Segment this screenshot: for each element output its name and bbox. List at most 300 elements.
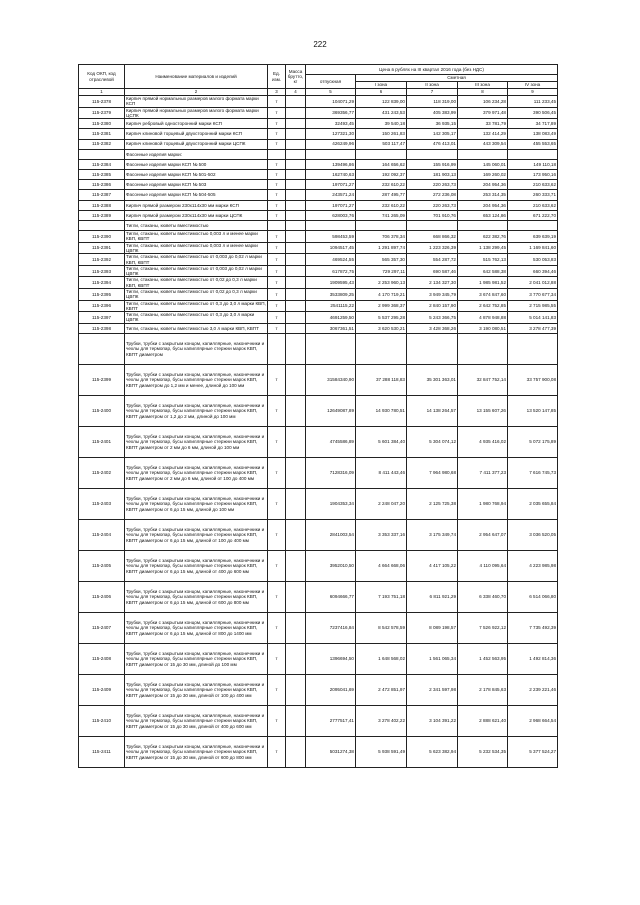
row-price-zone-2: 3 428 368,26 <box>407 323 458 333</box>
row-unit: т <box>268 129 286 139</box>
table-row <box>79 190 558 200</box>
row-price-release: 162740,63 <box>306 170 356 180</box>
row-code <box>79 221 125 231</box>
row-price-zone-4: 149 110,18 <box>508 159 558 169</box>
row-price-zone-1: 2 999 368,37 <box>356 300 407 312</box>
row-price-release: 617872,75 <box>306 265 356 277</box>
row-price-zone-1: 1 648 568,02 <box>356 643 407 674</box>
row-price-release <box>306 333 356 364</box>
row-name: Фасонные изделия марки КСП № 504-505 <box>125 190 268 200</box>
row-name: Трубки, трубки с закрытым концом, капиллярные, наконечники и чехлы для термопар, бусы капиллярные стержни марок КВП, КВПТ диаметром от 6 до 15 мм, длиной от 800 до 1400 мм <box>125 612 268 643</box>
row-price-zone-2: 668 866,32 <box>407 231 458 243</box>
row-price-zone-3: 13 155 607,26 <box>458 395 508 426</box>
row-unit: т <box>268 139 286 149</box>
row-mass <box>286 289 306 301</box>
row-price-release: 127321,30 <box>306 129 356 139</box>
row-price-zone-1: 2 248 047,20 <box>356 488 407 519</box>
row-unit: т <box>268 312 286 324</box>
row-unit: т <box>268 395 286 426</box>
row-name: Трубки, трубки с закрытым концом, капиллярные, наконечники и чехлы для термопар, бусы капиллярные стержни марок КВП, КВПТ диаметром от 6 до 15 мм, длиной до 100 мм <box>125 488 268 519</box>
row-price-release: 7237416,84 <box>306 612 356 643</box>
row-code: 115-2393 <box>79 265 125 277</box>
row-price-zone-2: 220 263,73 <box>407 180 458 190</box>
row-price-zone-2: 2 840 157,90 <box>407 300 458 312</box>
row-price-zone-1: 8 542 578,59 <box>356 612 407 643</box>
table-section-row <box>79 149 558 159</box>
row-code: 115-2384 <box>79 159 125 169</box>
row-mass <box>286 488 306 519</box>
row-mass <box>286 107 306 119</box>
row-price-zone-2: 35 301 363,01 <box>407 364 458 395</box>
row-price-zone-3: 653 124,86 <box>458 210 508 220</box>
header-zone-4: IV зона <box>508 82 558 89</box>
row-code: 115-2390 <box>79 231 125 243</box>
table-row <box>79 129 558 139</box>
row-price-zone-3: 7 411 377,23 <box>458 457 508 488</box>
row-unit <box>268 333 286 364</box>
row-code: 115-2379 <box>79 107 125 119</box>
row-code: 115-2381 <box>79 129 125 139</box>
row-price-zone-3 <box>458 333 508 364</box>
row-price-release: 243571,24 <box>306 190 356 200</box>
row-mass <box>286 426 306 457</box>
row-name: Фасонные изделия марки: <box>125 149 268 159</box>
row-code: 115-2402 <box>79 457 125 488</box>
row-price-release: 4691259,50 <box>306 312 356 324</box>
row-unit: т <box>268 231 286 243</box>
row-price-zone-3: 5 232 534,35 <box>458 736 508 767</box>
row-price-zone-2 <box>407 333 458 364</box>
row-price-zone-3: 204 954,36 <box>458 180 508 190</box>
row-price-zone-4: 138 083,49 <box>508 129 558 139</box>
row-price-release: 1396694,50 <box>306 643 356 674</box>
row-unit: т <box>268 242 286 254</box>
table-row <box>79 312 558 324</box>
column-index: 4 <box>286 89 306 96</box>
row-unit: т <box>268 119 286 129</box>
row-mass <box>286 180 306 190</box>
row-price-zone-1: 37 288 118,83 <box>356 364 407 395</box>
row-price-zone-4: 6 514 066,80 <box>508 581 558 612</box>
row-price-zone-1: 14 930 780,51 <box>356 395 407 426</box>
row-price-zone-4: 2 239 221,46 <box>508 674 558 705</box>
column-index-row <box>79 89 558 96</box>
row-price-zone-4 <box>508 333 558 364</box>
row-price-release: 32493,45 <box>306 119 356 129</box>
table-row <box>79 159 558 169</box>
row-price-zone-1: 729 297,11 <box>356 265 407 277</box>
row-price-zone-1: 150 261,83 <box>356 129 407 139</box>
header-price: Цена в рублях на III квартал 2016 года (без НДС) <box>306 65 558 75</box>
row-price-zone-1: 1 291 897,74 <box>356 242 407 254</box>
row-price-zone-1: 8 411 443,46 <box>356 457 407 488</box>
row-price-zone-4: 660 394,46 <box>508 265 558 277</box>
row-price-release <box>306 149 356 159</box>
row-code: 115-2411 <box>79 736 125 767</box>
row-price-zone-1: 741 265,09 <box>356 210 407 220</box>
column-index: 3 <box>268 89 286 96</box>
table-row <box>79 265 558 277</box>
row-name: Трубки, трубки с закрытым концом, капиллярные, наконечники и чехлы для термопар, бусы капиллярные стержни марок КВП, КВПТ диаметром от 6 до 15 мм, длиной от 400 до 600 мм <box>125 550 268 581</box>
table-row <box>79 119 558 129</box>
row-name: Кирпич прямой нормальных размеров малого формата марки КСП <box>125 96 268 108</box>
row-price-zone-2: 2 134 327,30 <box>407 277 458 289</box>
row-mass <box>286 210 306 220</box>
row-name: Трубки, трубки с закрытым концом, капиллярные, наконечники и чехлы для термопар, бусы капиллярные стержни марок КВП, КВПТ диаметром от 15 до 30 мм, длиной от 600 до 800 мм <box>125 736 268 767</box>
row-name: Тигли, стаканы, кюветы вместимостью <box>125 221 268 231</box>
row-unit: т <box>268 265 286 277</box>
row-unit: т <box>268 289 286 301</box>
row-price-zone-4: 2 968 664,54 <box>508 705 558 736</box>
row-unit: т <box>268 519 286 550</box>
row-name: Кирпич ребровый односторонний марки КСП <box>125 119 268 129</box>
row-price-zone-3 <box>458 149 508 159</box>
row-price-zone-2: 181 903,13 <box>407 170 458 180</box>
row-unit: т <box>268 736 286 767</box>
row-unit: т <box>268 581 286 612</box>
row-price-zone-3: 622 382,76 <box>458 231 508 243</box>
row-unit: т <box>268 277 286 289</box>
table-row <box>79 231 558 243</box>
row-price-zone-1: 4 170 719,21 <box>356 289 407 301</box>
row-price-release: 6094666,77 <box>306 581 356 612</box>
row-code: 115-2391 <box>79 242 125 254</box>
row-price-zone-4: 1 169 841,60 <box>508 242 558 254</box>
row-price-zone-2: 14 138 264,57 <box>407 395 458 426</box>
row-mass <box>286 159 306 169</box>
row-unit: т <box>268 457 286 488</box>
row-price-release: 7128316,09 <box>306 457 356 488</box>
row-mass <box>286 364 306 395</box>
row-price-zone-2: 5 623 382,94 <box>407 736 458 767</box>
row-price-release: 197071,27 <box>306 200 356 210</box>
row-unit: т <box>268 96 286 108</box>
row-code: 115-2401 <box>79 426 125 457</box>
row-price-zone-4: 2 041 012,88 <box>508 277 558 289</box>
row-price-zone-2: 142 305,17 <box>407 129 458 139</box>
row-code: 115-2399 <box>79 364 125 395</box>
row-price-zone-1: 3 278 402,22 <box>356 705 407 736</box>
row-price-zone-2: 4 417 105,22 <box>407 550 458 581</box>
row-price-release: 2777517,41 <box>306 705 356 736</box>
row-price-zone-1: 431 243,53 <box>356 107 407 119</box>
row-unit: т <box>268 170 286 180</box>
row-price-zone-2: 690 587,46 <box>407 265 458 277</box>
row-price-zone-2: 405 383,99 <box>407 107 458 119</box>
row-mass <box>286 312 306 324</box>
column-index: 9 <box>508 89 558 96</box>
row-price-zone-1: 5 601 384,40 <box>356 426 407 457</box>
row-price-zone-3: 3 190 080,51 <box>458 323 508 333</box>
row-code: 115-2385 <box>79 170 125 180</box>
row-name: Трубки, трубки с закрытым концом, капиллярные, наконечники и чехлы для термопар, бусы капиллярные стержни марок КВП, КВПТ диаметром от 2 мм до 6 мм, длиной от 100 до 400 мм <box>125 457 268 488</box>
row-price-zone-2 <box>407 149 458 159</box>
row-unit: т <box>268 426 286 457</box>
row-name: Тигли, стаканы, кюветы вместимостью 0,003 л и менее марки КВП, КВПТ <box>125 231 268 243</box>
row-price-release: 1094517,45 <box>306 242 356 254</box>
table-row <box>79 139 558 149</box>
row-mass <box>286 231 306 243</box>
row-price-zone-3: 3 674 847,60 <box>458 289 508 301</box>
header-unit: Ед. изм. <box>268 65 286 89</box>
table-row <box>79 519 558 550</box>
row-price-zone-1: 3 353 337,16 <box>356 519 407 550</box>
row-price-release: 3952010,50 <box>306 550 356 581</box>
row-price-zone-3: 4 878 948,88 <box>458 312 508 324</box>
row-code: 115-2397 <box>79 312 125 324</box>
row-code: 115-2394 <box>79 277 125 289</box>
table-row <box>79 736 558 767</box>
row-unit: т <box>268 254 286 266</box>
row-price-zone-2: 701 910,76 <box>407 210 458 220</box>
row-price-zone-4: 173 950,16 <box>508 170 558 180</box>
row-code: 115-2387 <box>79 190 125 200</box>
row-name: Трубки, трубки с закрытым концом, капиллярные, наконечники и чехлы для термопар, бусы капиллярные стержни марок КВП, КВПТ диаметром от 1,2 до 2 мм, длиной до 100 мм <box>125 395 268 426</box>
table-row <box>79 180 558 190</box>
row-mass <box>286 581 306 612</box>
row-unit <box>268 149 286 159</box>
row-price-zone-4: 111 233,45 <box>508 96 558 108</box>
row-mass <box>286 139 306 149</box>
row-price-zone-4 <box>508 221 558 231</box>
row-unit: т <box>268 643 286 674</box>
row-price-zone-3: 379 971,48 <box>458 107 508 119</box>
table-row <box>79 550 558 581</box>
row-price-zone-4: 210 633,62 <box>508 180 558 190</box>
row-name: Трубки, трубки с закрытым концом, капиллярные, наконечники и чехлы для термопар, бусы капиллярные стержни марок КВП, КВПТ диаметром от 15 до 30 мм, длиной от 100 до 400 мм <box>125 674 268 705</box>
row-price-release: 3067361,51 <box>306 323 356 333</box>
row-name: Трубки, трубки с закрытым концом, капиллярные, наконечники и чехлы для термопар, бусы капиллярные стержни марок КВП, КВПТ диаметром от 15 до 30 мм, длиной до 100 мм <box>125 643 268 674</box>
row-code <box>79 333 125 364</box>
column-index: 2 <box>125 89 268 96</box>
row-name: Фасонные изделия марки КСП № 503 <box>125 180 268 190</box>
table-row <box>79 426 558 457</box>
row-price-zone-4: 33 757 900,08 <box>508 364 558 395</box>
row-price-zone-2: 5 243 366,75 <box>407 312 458 324</box>
row-price-zone-1: 192 092,37 <box>356 170 407 180</box>
row-price-zone-3: 2 642 752,85 <box>458 300 508 312</box>
row-name: Кирпич прямой размером 230х114х30 мм марки ЦСПК <box>125 210 268 220</box>
header-zone-3: III зона <box>458 82 508 89</box>
row-code: 115-2403 <box>79 488 125 519</box>
page-number: 222 <box>313 40 327 49</box>
row-price-zone-3: 132 414,29 <box>458 129 508 139</box>
row-price-zone-4: 7 616 745,73 <box>508 457 558 488</box>
row-price-zone-3: 642 588,38 <box>458 265 508 277</box>
row-mass <box>286 457 306 488</box>
row-price-zone-1: 2 253 960,13 <box>356 277 407 289</box>
header-code: Код ОКП, код отраслевой <box>79 65 125 89</box>
table-row <box>79 488 558 519</box>
row-code: 115-2409 <box>79 674 125 705</box>
row-price-release: 2095041,69 <box>306 674 356 705</box>
row-mass <box>286 323 306 333</box>
table-row <box>79 277 558 289</box>
row-price-zone-4: 3 770 677,34 <box>508 289 558 301</box>
row-code: 115-2406 <box>79 581 125 612</box>
table-row <box>79 289 558 301</box>
row-price-zone-3: 7 526 922,12 <box>458 612 508 643</box>
row-price-zone-2: 554 287,72 <box>407 254 458 266</box>
table-row <box>79 395 558 426</box>
row-price-zone-2: 8 089 198,57 <box>407 612 458 643</box>
row-name: Тигли, стаканы, кюветы вместимостью от 0,003 до 0,02 л марки ЦВПК <box>125 265 268 277</box>
row-mass <box>286 96 306 108</box>
row-price-release: 12649087,89 <box>306 395 356 426</box>
row-price-zone-2: 272 236,08 <box>407 190 458 200</box>
table-row <box>79 705 558 736</box>
row-unit: т <box>268 364 286 395</box>
header-mass: Масса брутто, кг <box>286 65 306 89</box>
row-price-release: 104071,29 <box>306 96 356 108</box>
row-name: Тигли, стаканы, кюветы вместимостью от 0,02 до 0,3 л марки ЦВПК <box>125 289 268 301</box>
row-unit: т <box>268 159 286 169</box>
row-price-zone-4: 3 278 477,39 <box>508 323 558 333</box>
row-price-zone-2: 2 341 597,98 <box>407 674 458 705</box>
row-code: 115-2410 <box>79 705 125 736</box>
column-index: 6 <box>356 89 407 96</box>
table-row <box>79 210 558 220</box>
row-code: 115-2398 <box>79 323 125 333</box>
row-mass <box>286 200 306 210</box>
table-row <box>79 96 558 108</box>
header-name: Наименование материалов и изделий <box>125 65 268 89</box>
row-price-release: 2541115,22 <box>306 300 356 312</box>
row-price-zone-3 <box>458 221 508 231</box>
row-code: 115-2382 <box>79 139 125 149</box>
row-price-release: 139496,86 <box>306 159 356 169</box>
table-row <box>79 581 558 612</box>
row-price-release <box>306 221 356 231</box>
table-section-row <box>79 333 558 364</box>
row-price-zone-4: 34 717,89 <box>508 119 558 129</box>
row-name: Трубки, трубки с закрытым концом, капиллярные, наконечники и чехлы для термопар, бусы капиллярные стержни марок КВП, КВПТ диаметром от 6 до 15 мм, длиной от 100 до 400 мм <box>125 519 268 550</box>
row-price-zone-1: 232 610,22 <box>356 180 407 190</box>
row-price-zone-2: 5 304 074,12 <box>407 426 458 457</box>
table-row <box>79 170 558 180</box>
row-price-zone-2: 3 104 391,22 <box>407 705 458 736</box>
row-price-zone-3: 4 935 416,02 <box>458 426 508 457</box>
row-price-zone-3: 106 234,28 <box>458 96 508 108</box>
row-unit: т <box>268 107 286 119</box>
row-name: Трубки, трубки с закрытым концом, капиллярные, наконечники и чехлы для термопар, бусы капиллярные стержни марок КВП, КВПТ диаметром от 15 до 30 мм, длиной от 400 до 600 мм <box>125 705 268 736</box>
table-row <box>79 107 558 119</box>
row-price-zone-2: 476 413,01 <box>407 139 458 149</box>
row-mass <box>286 674 306 705</box>
row-price-zone-1: 706 378,34 <box>356 231 407 243</box>
row-price-zone-2: 155 916,99 <box>407 159 458 169</box>
row-price-zone-3: 33 781,79 <box>458 119 508 129</box>
row-code: 115-2395 <box>79 289 125 301</box>
row-price-zone-2: 1 561 065,34 <box>407 643 458 674</box>
row-price-zone-4: 3 036 520,05 <box>508 519 558 550</box>
table-row <box>79 242 558 254</box>
row-price-zone-4: 4 223 985,98 <box>508 550 558 581</box>
row-price-release: 4745586,89 <box>306 426 356 457</box>
row-price-zone-3: 204 954,36 <box>458 200 508 210</box>
row-name: Тигли, стаканы, кюветы вместимостью от 0,003 до 0,02 л марки КВП, КВПТ <box>125 254 268 266</box>
row-price-zone-1: 5 537 295,28 <box>356 312 407 324</box>
row-mass <box>286 550 306 581</box>
row-code: 115-2396 <box>79 300 125 312</box>
header-estimate: Сметная <box>356 75 558 82</box>
row-price-zone-3: 1 138 299,45 <box>458 242 508 254</box>
row-price-zone-1: 5 938 591,49 <box>356 736 407 767</box>
row-price-zone-1: 4 664 668,06 <box>356 550 407 581</box>
row-price-release: 598453,59 <box>306 231 356 243</box>
row-code: 115-2400 <box>79 395 125 426</box>
row-price-release: 469524,55 <box>306 254 356 266</box>
row-price-release: 426249,96 <box>306 139 356 149</box>
row-price-zone-2 <box>407 221 458 231</box>
row-price-zone-2: 3 175 349,74 <box>407 519 458 550</box>
row-price-release: 628003,76 <box>306 210 356 220</box>
row-code: 115-2388 <box>79 200 125 210</box>
row-code: 115-2408 <box>79 643 125 674</box>
table-row <box>79 457 558 488</box>
table-row <box>79 643 558 674</box>
row-mass <box>286 149 306 159</box>
table-section-row <box>79 221 558 231</box>
row-unit: т <box>268 674 286 705</box>
row-name: Тигли, стаканы, кюветы вместимостью 0,003 л и менее марки ЦВПК <box>125 242 268 254</box>
row-price-zone-2: 118 319,00 <box>407 96 458 108</box>
row-price-release: 369356,77 <box>306 107 356 119</box>
row-unit: т <box>268 190 286 200</box>
row-price-zone-3: 515 762,13 <box>458 254 508 266</box>
row-unit: т <box>268 210 286 220</box>
row-price-zone-1: 3 620 530,21 <box>356 323 407 333</box>
row-mass <box>286 277 306 289</box>
row-code <box>79 149 125 159</box>
row-price-release: 2841003,54 <box>306 519 356 550</box>
row-name: Трубки, трубки с закрытым концом, капиллярные, наконечники и чехлы для термопар, бусы капиллярные стержни марок КВП, КВПТ диаметром <box>125 333 268 364</box>
row-price-zone-1: 232 610,22 <box>356 200 407 210</box>
row-mass <box>286 395 306 426</box>
row-price-zone-3: 169 260,02 <box>458 170 508 180</box>
row-price-zone-3: 6 338 460,70 <box>458 581 508 612</box>
row-price-zone-4: 2 715 985,55 <box>508 300 558 312</box>
row-code: 115-2392 <box>79 254 125 266</box>
row-unit <box>268 221 286 231</box>
row-price-zone-1: 2 472 851,97 <box>356 674 407 705</box>
row-price-zone-3: 32 847 752,14 <box>458 364 508 395</box>
row-mass <box>286 736 306 767</box>
row-price-zone-4: 13 520 147,85 <box>508 395 558 426</box>
row-price-zone-1: 122 839,00 <box>356 96 407 108</box>
column-index: 1 <box>79 89 125 96</box>
row-price-zone-4: 7 735 492,39 <box>508 612 558 643</box>
row-unit: т <box>268 200 286 210</box>
row-price-zone-1: 503 117,47 <box>356 139 407 149</box>
row-price-zone-4 <box>508 149 558 159</box>
row-name: Тигли, стаканы, кюветы вместимостью 3,0 л марки КВП, КВПТ <box>125 323 268 333</box>
row-price-zone-4: 455 553,65 <box>508 139 558 149</box>
row-price-zone-4: 5 014 141,83 <box>508 312 558 324</box>
row-price-zone-1: 7 193 751,18 <box>356 581 407 612</box>
row-mass <box>286 221 306 231</box>
row-name: Кирпич прямой нормальных размеров малого формата марки ЦСПК <box>125 107 268 119</box>
header-zone-1: I зона <box>356 82 407 89</box>
row-price-zone-4: 390 506,45 <box>508 107 558 119</box>
row-unit: т <box>268 180 286 190</box>
row-name: Фасонные изделия марки КСП № 500 <box>125 159 268 169</box>
row-price-zone-1 <box>356 149 407 159</box>
row-price-zone-4: 260 333,71 <box>508 190 558 200</box>
row-mass <box>286 300 306 312</box>
row-price-release: 31584340,90 <box>306 364 356 395</box>
row-mass <box>286 519 306 550</box>
